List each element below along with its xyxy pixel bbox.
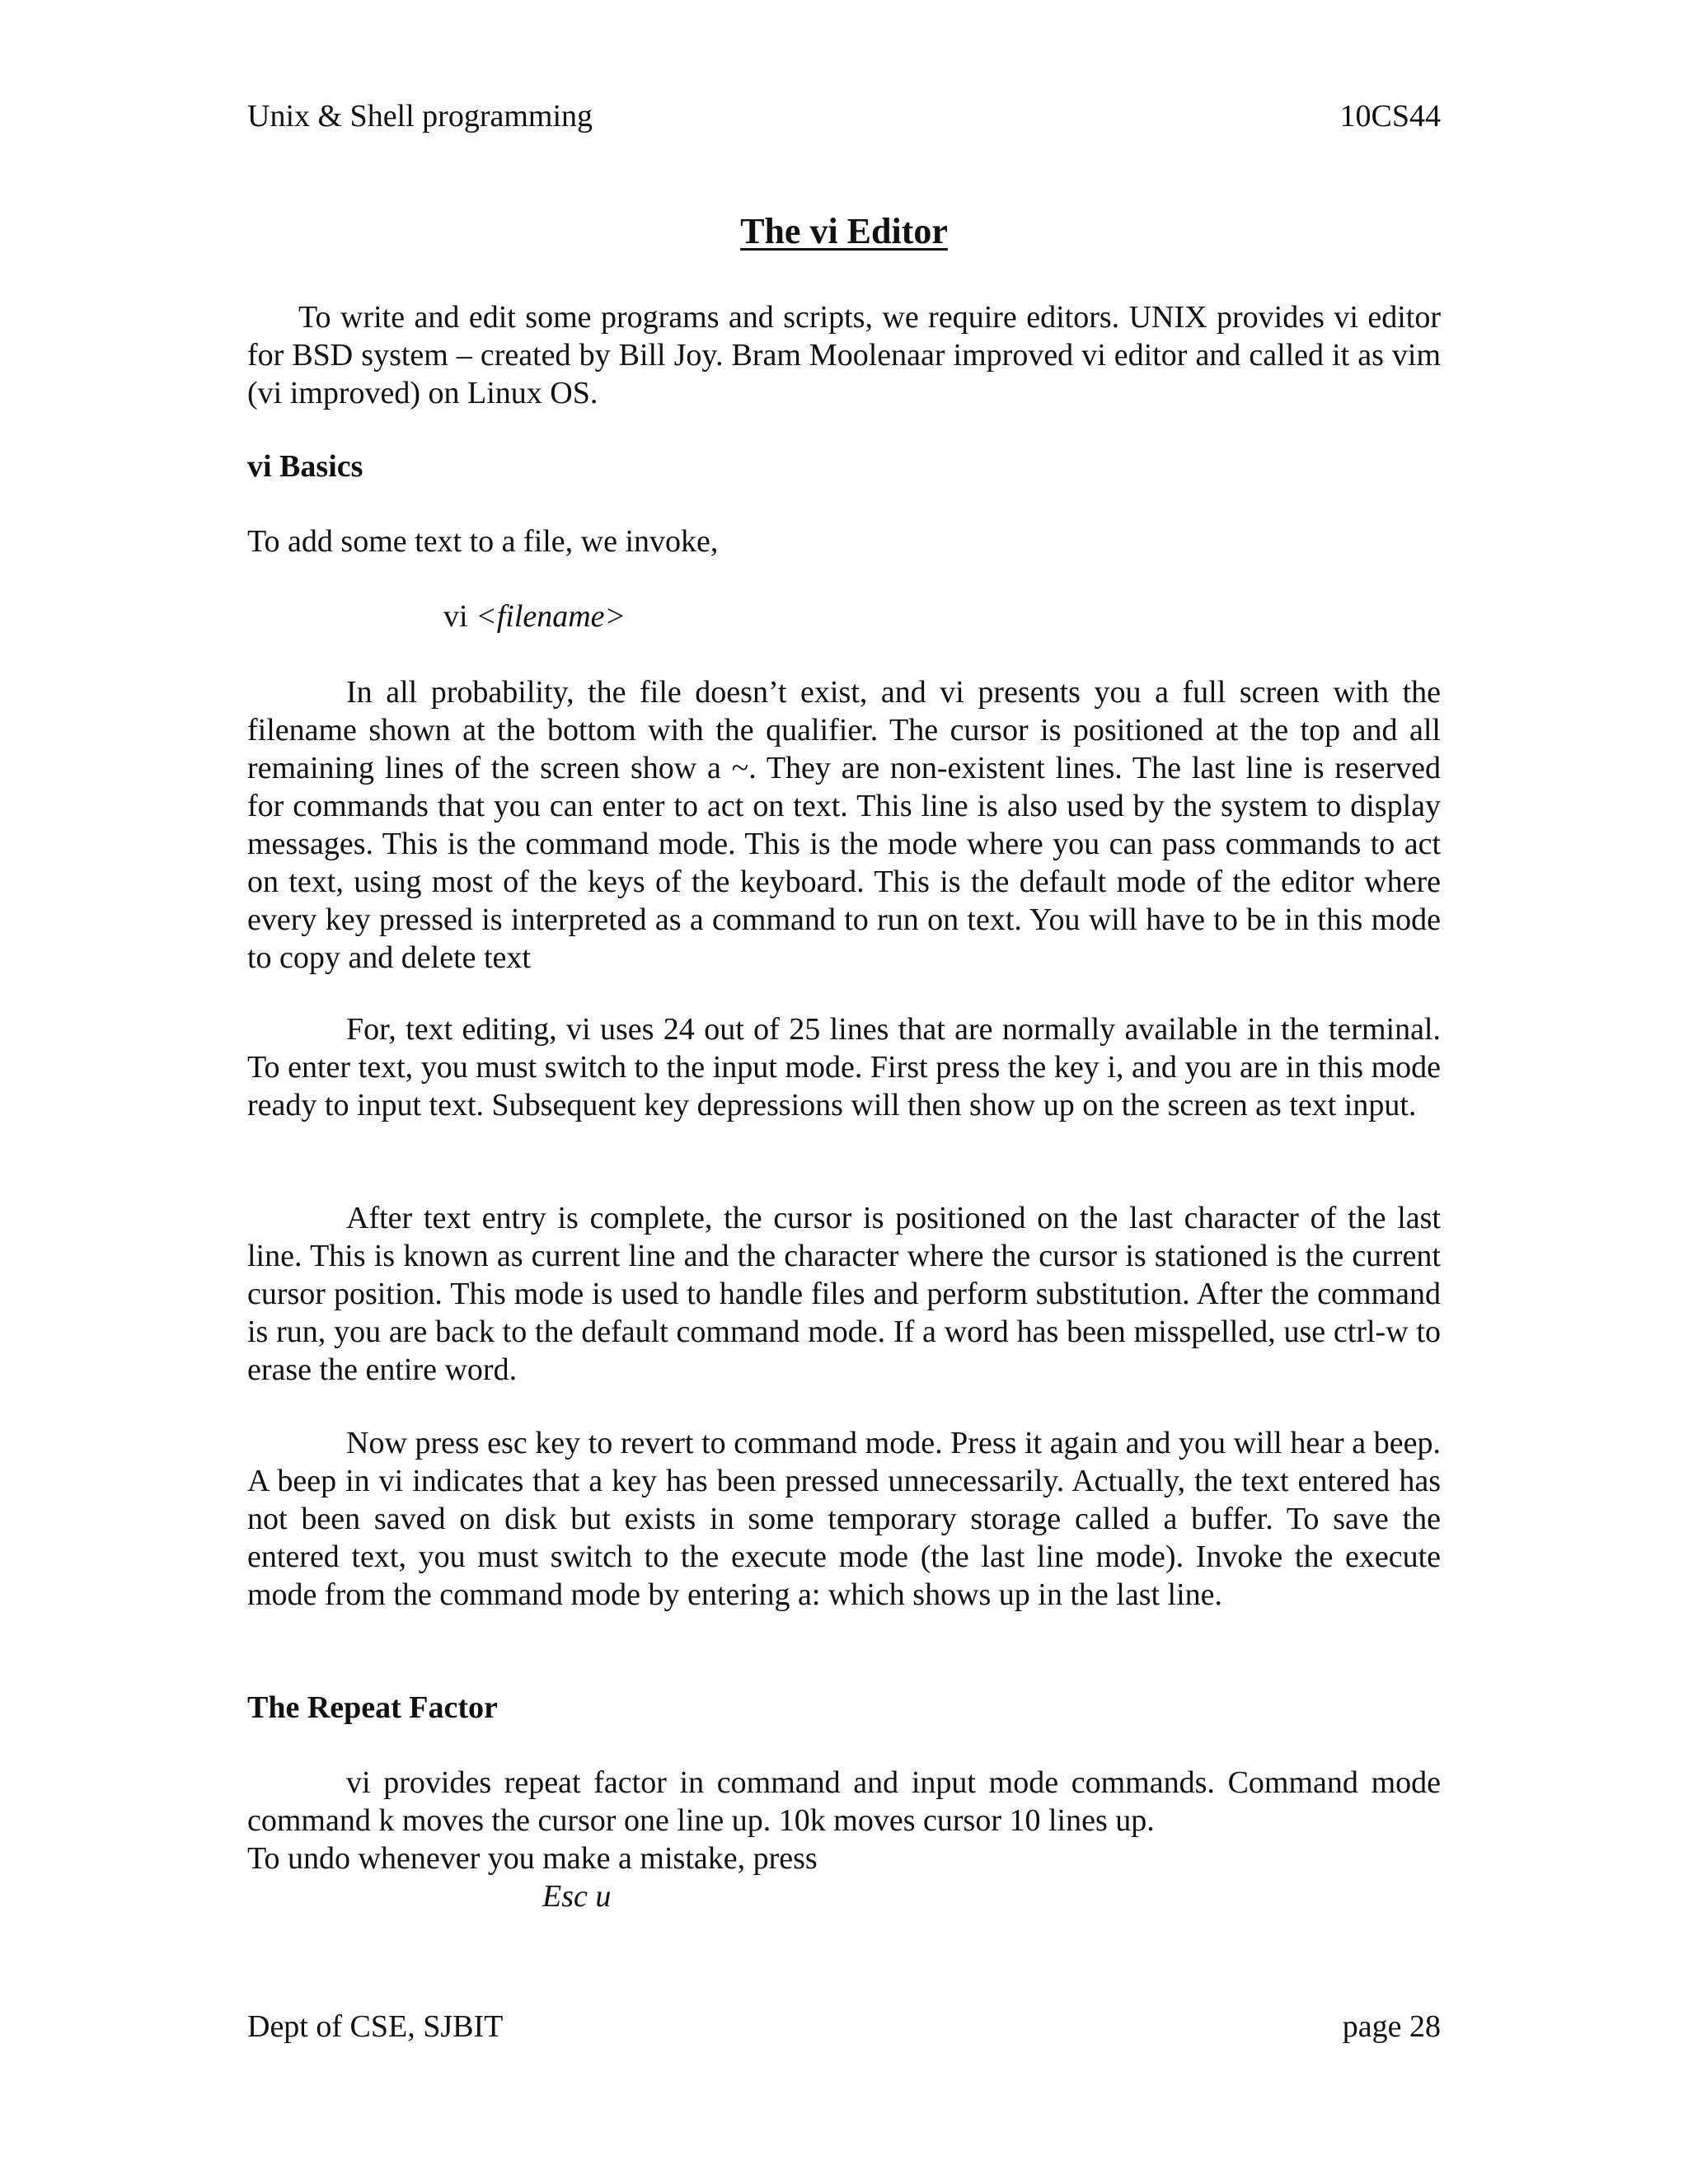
section-heading-repeat-factor: The Repeat Factor	[247, 1690, 498, 1725]
page-header	[247, 97, 1441, 135]
footer-page-number: page 28	[1342, 2009, 1441, 2044]
undo-command: Esc u	[542, 1879, 612, 1914]
section-lead-text: To add some text to a file, we invoke,	[247, 524, 719, 559]
page-title	[247, 209, 1441, 254]
paragraph-repeat-factor: vi provides repeat factor in command and input mode commands. Command mode command k moves the cursor one line up. 10k moves cursor 10 lines up.	[247, 1765, 1441, 1838]
header-course-code: 10CS44	[1339, 99, 1441, 134]
paragraph-input-mode: For, text editing, vi uses 24 out of 25 lines that are normally available in the terminal. To enter text, you must switch to the input mode. First press the key i, and you are in this mode ready to input text. Subsequent key depressions will then show up on the screen as text input.	[247, 1012, 1441, 1122]
header-course-title: Unix & Shell programming	[247, 99, 593, 134]
command-name: vi	[443, 599, 476, 634]
page-title-text: The vi Editor	[740, 211, 948, 251]
footer-department: Dept of CSE, SJBIT	[247, 2009, 504, 2044]
page-footer	[247, 2008, 1441, 2046]
paragraph-command-mode: In all probability, the file doesn’t exist, and vi presents you a full screen with the filename shown at the bottom with the qualifier. The cursor is positioned at the top and all remaining lines of the screen show a ~. They are non-existent lines. The last line is reserved for commands that you can enter to act on text. This line is also used by the system to display messages. This is the command mode. This is the mode where you can pass commands to act on text, using most of the keys of the keyboard. This is the default mode of the editor where every key pressed is interpreted as a command to run on text. You will have to be in this mode to copy and delete text	[247, 675, 1441, 975]
command-example	[443, 598, 626, 635]
paragraph-execute-mode: Now press esc key to revert to command mode. Press it again and you will hear a beep. A beep in vi indicates that a key has been pressed unnecessarily. Actually, the text entered has not been saved on disk but exists in some temporary storage called a buffer. To save the entered text, you must switch to the execute mode (the last line mode). Invoke the execute mode from the command mode by entering a: which shows up in the last line.	[247, 1426, 1441, 1612]
section-heading-vi-basics: vi Basics	[247, 449, 363, 484]
command-argument: <filename>	[476, 599, 626, 634]
undo-instruction: To undo whenever you make a mistake, press	[247, 1841, 818, 1876]
paragraph-current-line: After text entry is complete, the cursor is positioned on the last character of the last line. This is known as current line and the character where the cursor is stationed is the current cursor position. This mode is used to handle files and perform substitution. After the command is run, you are back to the default command mode. If a word has been misspelled, use ctrl-w to erase the entire word.	[247, 1201, 1441, 1387]
intro-paragraph: To write and edit some programs and scripts, we require editors. UNIX provides vi editor for BSD system – created by Bill Joy. Bram Moolenaar improved vi editor and called it as vim (vi improved) on Linux OS.	[247, 300, 1441, 410]
